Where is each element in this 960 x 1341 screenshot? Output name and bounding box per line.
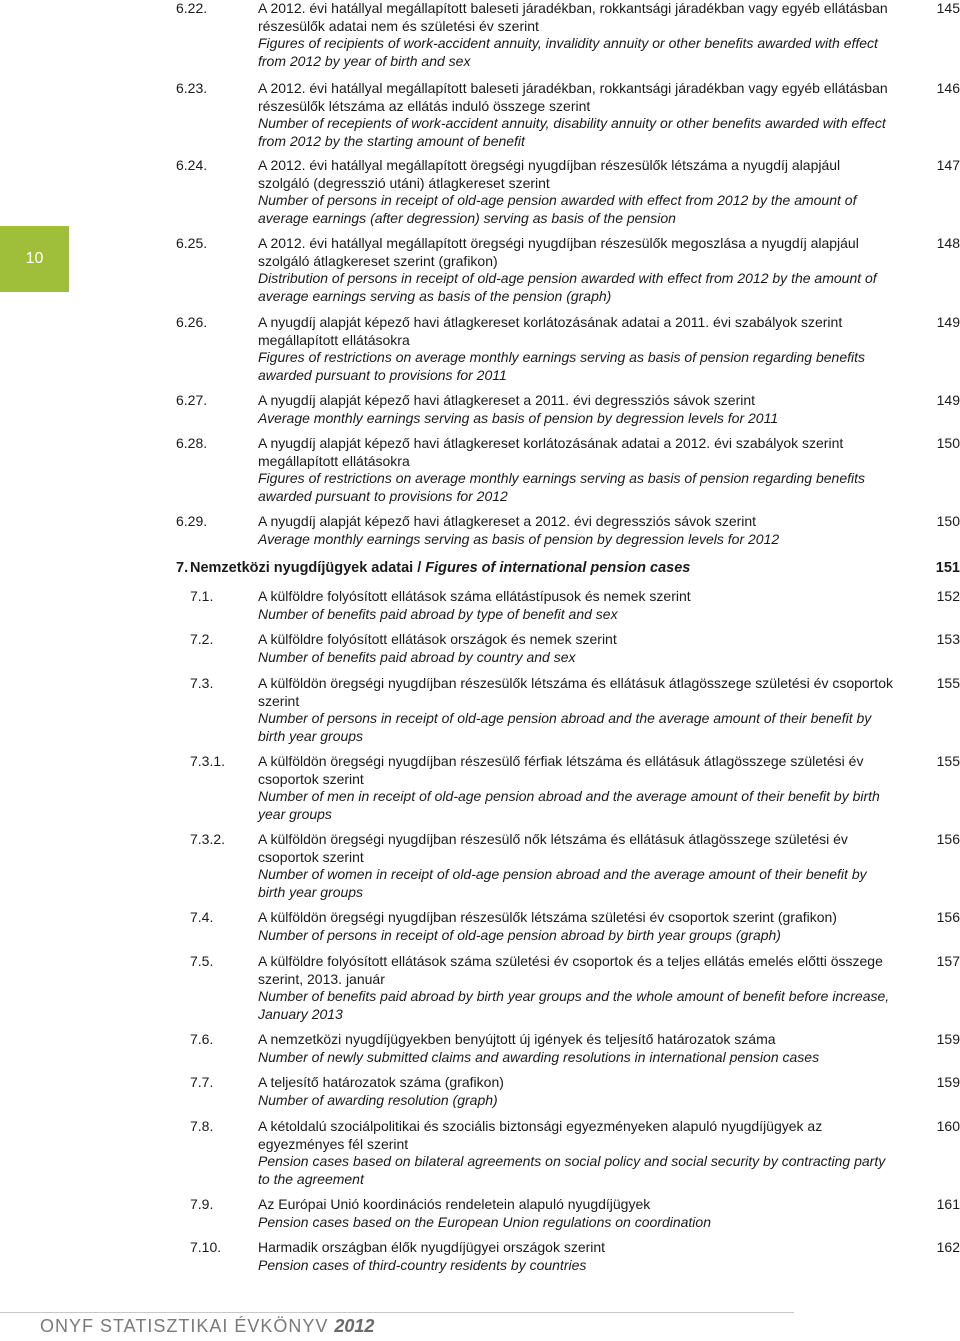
entry-title-hu: A külföldre folyósított ellátások száma születési év csoportok és a teljes ellátás emelés előtti összege szerint, 2013. január bbox=[258, 953, 883, 987]
entry-title-en: Figures of restrictions on average monthly earnings serving as basis of pension regarding benefits awarded pursuant to provisions for 2011 bbox=[258, 349, 865, 384]
footer-publication-title bbox=[40, 1316, 374, 1337]
entry-title-hu: A nyugdíj alapját képező havi átlagkereset korlátozásának adatai a 2012. évi szabályok szerint megállapított ellátásokra bbox=[258, 435, 844, 469]
entry-title-en: Number of benefits paid abroad by country and sex bbox=[258, 648, 576, 665]
section-page: 151 bbox=[935, 560, 960, 576]
entry-page: 160 bbox=[936, 1118, 960, 1134]
entry-number: 7.3. bbox=[190, 675, 214, 691]
entry-title-hu: A nyugdíj alapját képező havi átlagkereset a 2012. évi degressziós sávok szerint bbox=[258, 513, 757, 529]
entry-page: 157 bbox=[936, 953, 960, 969]
entry-number: 6.23. bbox=[176, 80, 208, 96]
entry-page: 156 bbox=[936, 831, 960, 847]
entry-number: 7.4. bbox=[190, 909, 214, 925]
entry-title-hu: A külföldre folyósított ellátások országok és nemek szerint bbox=[258, 631, 617, 647]
footer-year: 2012 bbox=[334, 1316, 375, 1336]
chapter-number: 10 bbox=[25, 250, 44, 267]
entry-page: 145 bbox=[936, 0, 960, 16]
entry-page: 155 bbox=[936, 675, 960, 691]
entry-title-en: Number of recepients of work-accident annuity, disability annuity or other benefits awarded with effect from 2012 by the starting amount of benefit bbox=[258, 115, 886, 150]
entry-page: 159 bbox=[936, 1031, 960, 1047]
entry-title-en: Number of women in receipt of old-age pension abroad and the average amount of their benefit by birth year groups bbox=[258, 866, 867, 901]
entry-title-en: Average monthly earnings serving as basis of pension by degression levels for 2012 bbox=[258, 530, 780, 547]
section-title-hu: Nemzetközi nyugdíjügyek adatai / bbox=[190, 560, 426, 576]
entry-title-en: Number of newly submitted claims and awarding resolutions in international pension cases bbox=[258, 1048, 820, 1065]
entry-title-en: Distribution of persons in receipt of old-age pension awarded with effect from 2012 by the amount of average earnings serving as basis of the pension (graph) bbox=[258, 270, 877, 305]
entry-title-hu: A 2012. évi hatállyal megállapított baleseti járadékban, rokkantsági járadékban vagy egyéb ellátásban részesülők adatai nem és születési év szerint bbox=[258, 0, 888, 34]
entry-page: 150 bbox=[936, 513, 960, 529]
entry-number: 7.2. bbox=[190, 631, 214, 647]
entry-title-en: Figures of recipients of work-accident annuity, invalidity annuity or other benefits awarded with effect from 2012 by year of birth and sex bbox=[258, 35, 878, 70]
entry-page: 146 bbox=[936, 80, 960, 96]
entry-title-hu: A 2012. évi hatállyal megállapított öregségi nyugdíjban részesülők megoszlása a nyugdíj alapjául szolgáló átlagkereset szerint (grafikon) bbox=[258, 235, 859, 269]
entry-title-en: Number of persons in receipt of old-age pension abroad and the average amount of their benefit by birth year groups bbox=[258, 710, 872, 745]
entry-number: 6.22. bbox=[176, 0, 208, 16]
entry-title-en: Number of benefits paid abroad by birth year groups and the whole amount of benefit before increase, January 2013 bbox=[258, 988, 890, 1023]
entry-title-hu: A teljesítő határozatok száma (grafikon) bbox=[258, 1074, 504, 1090]
entry-title-en: Pension cases of third-country residents by countries bbox=[258, 1256, 587, 1273]
section-title bbox=[190, 559, 690, 577]
footer-title-text: ONYF STATISZTIKAI ÉVKÖNYV bbox=[40, 1316, 335, 1336]
entry-title-hu: A 2012. évi hatállyal megállapított öregségi nyugdíjban részesülők létszáma a nyugdíj alapjául szolgáló (degresszió utáni) átlagkereset szerint bbox=[258, 157, 841, 191]
entry-page: 152 bbox=[936, 588, 960, 604]
entry-title-en: Pension cases based on the European Union regulations on coordination bbox=[258, 1213, 711, 1230]
entry-title-hu: A külföldön öregségi nyugdíjban részesülő nők létszáma és ellátásuk átlagösszege születési év csoportok szerint bbox=[258, 831, 848, 865]
entry-title-hu: Harmadik országban élők nyugdíjügyei országok szerint bbox=[258, 1239, 606, 1255]
entry-number: 7.1. bbox=[190, 588, 214, 604]
entry-page: 149 bbox=[936, 392, 960, 408]
entry-number: 7.6. bbox=[190, 1031, 214, 1047]
entry-title-hu: A külföldön öregségi nyugdíjban részesülők létszáma és ellátásuk átlagösszege születési év csoportok szerint bbox=[258, 675, 894, 709]
entry-number: 7.10. bbox=[190, 1239, 222, 1255]
entry-title-hu: A nemzetközi nyugdíjügyekben benyújtott új igények és teljesítő határozatok száma bbox=[258, 1031, 776, 1047]
entry-title-en: Pension cases based on bilateral agreements on social policy and social security by contracting party to the agreement bbox=[258, 1153, 886, 1188]
entry-number: 7.3.1. bbox=[190, 753, 226, 769]
entry-title-en: Number of persons in receipt of old-age pension awarded with effect from 2012 by the amount of average earnings (after degression) serving as basis of the pension bbox=[258, 192, 857, 227]
footer-divider bbox=[0, 1312, 794, 1313]
entry-title-hu: A külföldre folyósított ellátások száma ellátástípusok és nemek szerint bbox=[258, 588, 691, 604]
entry-title-hu: A külföldön öregségi nyugdíjban részesülő férfiak létszáma és ellátásuk átlagösszege születési év csoportok szerint bbox=[258, 753, 864, 787]
entry-page: 156 bbox=[936, 909, 960, 925]
entry-number: 6.26. bbox=[176, 314, 208, 330]
chapter-tab bbox=[0, 226, 69, 292]
entry-title-en: Figures of restrictions on average monthly earnings serving as basis of pension regarding benefits awarded pursuant to provisions for 2012 bbox=[258, 470, 865, 505]
section-title-en: Figures of international pension cases bbox=[425, 560, 691, 576]
entry-page: 153 bbox=[936, 631, 960, 647]
entry-page: 147 bbox=[936, 157, 960, 173]
entry-page: 148 bbox=[936, 235, 960, 251]
section-number: 7. bbox=[176, 560, 189, 576]
entry-number: 7.8. bbox=[190, 1118, 214, 1134]
entry-title-hu: A kétoldalú szociálpolitikai és szociális biztonsági egyezményeken alapuló nyugdíjügyek az egyezményes fél szerint bbox=[258, 1118, 823, 1152]
entry-number: 6.25. bbox=[176, 235, 208, 251]
entry-title-hu: A külföldön öregségi nyugdíjban részesülők létszáma születési év csoportok szerint (grafikon) bbox=[258, 909, 837, 925]
entry-title-en: Number of awarding resolution (graph) bbox=[258, 1091, 498, 1108]
entry-number: 7.3.2. bbox=[190, 831, 226, 847]
entry-title-en: Number of benefits paid abroad by type of benefit and sex bbox=[258, 605, 618, 622]
entry-title-hu: A nyugdíj alapját képező havi átlagkereset a 2011. évi degressziós sávok szerint bbox=[258, 392, 756, 408]
entry-number: 7.9. bbox=[190, 1196, 214, 1212]
entry-page: 161 bbox=[936, 1196, 960, 1212]
entry-page: 159 bbox=[936, 1074, 960, 1090]
entry-title-en: Number of persons in receipt of old-age pension abroad by birth year groups (graph) bbox=[258, 926, 781, 943]
entry-number: 6.28. bbox=[176, 435, 208, 451]
entry-number: 6.27. bbox=[176, 392, 208, 408]
entry-number: 6.29. bbox=[176, 513, 208, 529]
entry-page: 150 bbox=[936, 435, 960, 451]
entry-page: 149 bbox=[936, 314, 960, 330]
entry-page: 155 bbox=[936, 753, 960, 769]
entry-title-hu: Az Európai Unió koordinációs rendeletein alapuló nyugdíjügyek bbox=[258, 1196, 651, 1212]
entry-page: 162 bbox=[936, 1239, 960, 1255]
entry-title-hu: A 2012. évi hatállyal megállapított baleseti járadékban, rokkantsági járadékban vagy egyéb ellátásban részesülők létszáma az ellátás induló összege szerint bbox=[258, 80, 888, 114]
entry-title-en: Average monthly earnings serving as basis of pension by degression levels for 2011 bbox=[258, 409, 779, 426]
entry-title-hu: A nyugdíj alapját képező havi átlagkereset korlátozásának adatai a 2011. évi szabályok szerint megállapított ellátásokra bbox=[258, 314, 843, 348]
entry-number: 7.7. bbox=[190, 1074, 214, 1090]
entry-number: 7.5. bbox=[190, 953, 214, 969]
entry-number: 6.24. bbox=[176, 157, 208, 173]
entry-title-en: Number of men in receipt of old-age pension abroad and the average amount of their benefit by birth year groups bbox=[258, 788, 880, 823]
